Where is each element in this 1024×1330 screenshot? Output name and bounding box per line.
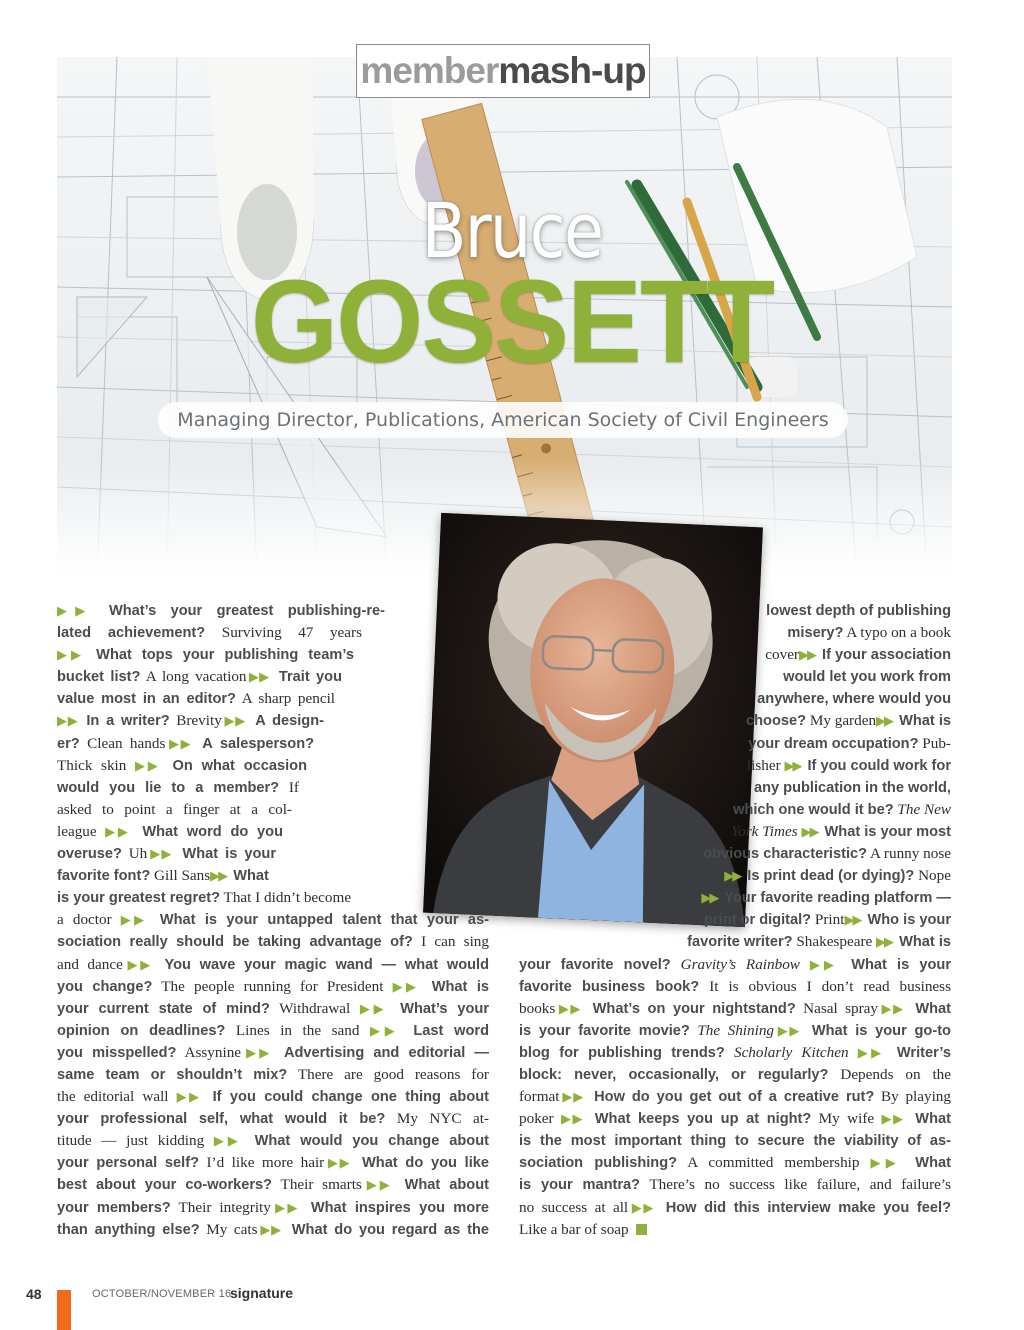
answer-text: A sharp pencil [235, 690, 336, 708]
question-text: What [229, 868, 269, 885]
folio-bar [57, 1290, 71, 1330]
double-arrow-icon: ▶▶ [555, 1001, 583, 1017]
text-line [57, 622, 362, 644]
section-label-dark: mash-up [498, 50, 646, 91]
text-line [729, 688, 951, 710]
text-line [57, 644, 354, 666]
double-arrow-icon: ▶▶ [876, 935, 893, 951]
question-text: What is your go-to [804, 1022, 951, 1039]
question-text: lated achievement? [57, 625, 206, 642]
answer-text: Depends on the [828, 1065, 951, 1083]
text-line [57, 600, 385, 622]
double-arrow-icon: ▶▶ [844, 913, 861, 929]
question-text: Last word [402, 1022, 490, 1039]
first-name: Bruce [421, 186, 603, 275]
text-line [519, 954, 951, 976]
text-line [663, 909, 951, 931]
double-arrow-icon: ▶▶ [628, 1200, 656, 1216]
double-arrow-icon: ▶▶ [801, 824, 818, 840]
question-text: your personal self? [57, 1155, 199, 1172]
answer-text: There’s no success like failure, and failure’s [640, 1176, 952, 1194]
article-column-right [519, 600, 951, 1241]
question-text: best about your co-workers? [57, 1177, 273, 1194]
question-text: you change? [57, 978, 153, 995]
text-line [519, 1108, 951, 1130]
double-arrow-icon: ▶▶ [210, 869, 227, 885]
answer-text: format [519, 1088, 560, 1106]
question-text: any publication in the world, [753, 779, 951, 796]
text-line [519, 998, 951, 1020]
double-arrow-icon: ▶▶ [105, 824, 131, 840]
double-arrow-icon: ▶▶ [147, 847, 173, 863]
double-arrow-icon: ▶▶ [701, 891, 718, 907]
question-text: How did this interview make you feel? [658, 1199, 951, 1216]
double-arrow-icon: ▶▶ [213, 1134, 242, 1150]
answer-text: Shakespeare [792, 933, 877, 951]
text-line [57, 1130, 489, 1152]
question-text: print or digital? [704, 912, 812, 929]
answer-text: the editorial wall [57, 1088, 177, 1106]
answer-text: Assynine [176, 1043, 242, 1061]
double-arrow-icon: ▶▶ [221, 714, 247, 730]
double-arrow-icon: ▶▶ [809, 957, 839, 973]
question-text: Trait you [272, 669, 343, 686]
double-arrow-icon: ▶▶ [392, 979, 420, 995]
answer-text: Thick skin [57, 756, 135, 774]
answer-text: Their integrity [170, 1198, 271, 1216]
text-line [683, 843, 951, 865]
double-arrow-icon: ▶▶ [57, 714, 84, 730]
question-text: block: never, occasionally, or regularly? [519, 1066, 829, 1083]
answer-italic-text: Gravity’s Rainbow [670, 955, 810, 973]
double-arrow-icon: ▶▶ [877, 1001, 905, 1017]
answer-italic-text: York Times [731, 822, 802, 840]
answer-text: I can sing [412, 933, 489, 951]
end-square-icon [636, 1224, 647, 1235]
question-text: What is [895, 713, 951, 730]
question-text: What [907, 1000, 951, 1017]
text-line [703, 777, 951, 799]
question-text: What would you change about [244, 1133, 489, 1150]
text-line [519, 1020, 951, 1042]
double-arrow-icon: ▶▶ [870, 1156, 902, 1172]
question-text: would you lie to a member? [57, 779, 280, 796]
question-text: opinion on deadlines? [57, 1022, 226, 1039]
question-text: Writer’s [887, 1044, 951, 1061]
double-arrow-icon: ▶▶ [134, 758, 161, 774]
text-line [709, 755, 951, 777]
question-text: A salesperson? [195, 735, 315, 752]
text-line [57, 1197, 489, 1219]
question-text: What word do you [133, 823, 283, 840]
text-line [519, 1197, 951, 1219]
answer-text: A long vacation [140, 668, 247, 686]
text-line [519, 1152, 951, 1174]
double-arrow-icon: ▶▶ [724, 869, 741, 885]
question-text: Advertising and editorial — [275, 1044, 489, 1061]
question-text: same team or shouldn’t mix? [57, 1066, 288, 1083]
answer-text: Gill Sans [150, 867, 211, 885]
double-arrow-icon: ▶▶ [881, 1112, 905, 1128]
question-text: What is your [175, 846, 277, 863]
question-text: Who is your [863, 912, 951, 929]
text-line [749, 600, 951, 622]
question-text: Is print dead (or dying)? [743, 868, 915, 885]
question-text: What about [395, 1177, 489, 1194]
text-line [57, 1086, 489, 1108]
answer-text: poker [519, 1110, 561, 1128]
question-text: which one would it be? [733, 801, 894, 818]
text-line [57, 1219, 489, 1241]
question-text: is the most important thing to secure the viability of as- [519, 1133, 951, 1150]
answer-text: lisher [746, 756, 785, 774]
text-line [57, 733, 314, 755]
text-line [697, 799, 951, 821]
answer-text: My wife [811, 1110, 882, 1128]
question-text: sociation really should be taking advantage of? [57, 934, 413, 951]
job-title: Managing Director, Publications, American Society of Civil Engineers [158, 402, 848, 438]
text-line [57, 799, 292, 821]
question-text: than anything else? [57, 1221, 200, 1238]
text-line [57, 777, 299, 799]
question-text: is your favorite movie? [519, 1022, 690, 1039]
double-arrow-icon: ▶▶ [560, 1112, 585, 1128]
question-text: What’s your [390, 1000, 489, 1017]
answer-text: Their smarts [272, 1176, 362, 1194]
answer-text: asked to point a finger at a col- [57, 800, 292, 818]
answer-text: That I didn’t become [220, 889, 352, 907]
question-text: blog for publishing trends? [519, 1044, 725, 1061]
question-text: bucket list? [57, 669, 141, 686]
answer-text: books [519, 999, 556, 1017]
double-arrow-icon: ▶▶ [774, 1023, 802, 1039]
question-text: What keeps you up at night? [587, 1111, 812, 1128]
text-line [669, 887, 951, 909]
text-line [749, 622, 951, 644]
question-text: What is [895, 934, 951, 951]
double-arrow-icon: ▶▶ [57, 604, 106, 619]
answer-text: Nope [914, 867, 951, 885]
text-line [57, 843, 276, 865]
double-arrow-icon: ▶▶ [241, 1045, 273, 1061]
double-arrow-icon: ▶▶ [324, 1156, 352, 1172]
answer-italic-text: The New [893, 800, 951, 818]
section-label-light: member [360, 50, 499, 91]
question-text: What’s your greatest publishing-re- [108, 603, 385, 619]
answer-text: If [279, 778, 299, 796]
question-text: you misspelled? [57, 1044, 177, 1061]
text-line [676, 865, 951, 887]
answer-italic-text: The Shining [689, 1021, 775, 1039]
answer-text: A committed membership [677, 1154, 871, 1172]
answer-text: Withdrawal [269, 999, 360, 1017]
last-name: GOSSETT [250, 256, 774, 388]
double-arrow-icon: ▶▶ [270, 1200, 300, 1216]
text-line [519, 1174, 951, 1196]
text-line [57, 1064, 489, 1086]
text-line [57, 998, 489, 1020]
text-line [57, 666, 342, 688]
question-text: What’s on your nightstand? [585, 1000, 796, 1017]
double-arrow-icon: ▶▶ [176, 1090, 202, 1106]
question-text: favorite writer? [687, 934, 793, 951]
double-arrow-icon: ▶▶ [120, 913, 148, 929]
page-number: 48 [26, 1286, 42, 1302]
answer-text: It is obvious I don’t read business [699, 977, 951, 995]
text-line [741, 644, 951, 666]
question-text: er? [57, 735, 80, 752]
question-text: In a writer? [86, 713, 170, 730]
double-arrow-icon: ▶▶ [876, 714, 893, 730]
text-line [519, 1086, 951, 1108]
question-text: What do you like [354, 1155, 489, 1172]
text-line [722, 710, 951, 732]
text-line [519, 976, 951, 998]
answer-text: A typo on a book [843, 624, 951, 642]
double-arrow-icon: ▶▶ [246, 670, 270, 686]
answer-text: Nasal spray [795, 999, 878, 1017]
text-line [736, 666, 951, 688]
question-text: obvious characteristic? [703, 846, 868, 863]
answer-italic-text: Scholarly Kitchen [724, 1043, 858, 1061]
answer-text: There are good reasons for [287, 1065, 489, 1083]
question-text: What [904, 1155, 951, 1172]
question-text: is your greatest regret? [57, 890, 221, 907]
question-text: How do you get out of a creative rut? [587, 1089, 875, 1106]
double-arrow-icon: ▶▶ [165, 736, 193, 752]
question-text: What do you regard as the [284, 1221, 490, 1238]
text-line [57, 1174, 489, 1196]
answer-text: Clean hands [79, 734, 166, 752]
question-text: If you could change one thing about [204, 1089, 490, 1106]
text-line [57, 755, 307, 777]
question-text: What is your most [820, 823, 951, 840]
answer-text: no success at all [519, 1198, 629, 1216]
text-line [519, 1064, 951, 1086]
double-arrow-icon: ▶▶ [359, 1001, 388, 1017]
question-text: would let you work from [783, 669, 951, 686]
question-text: your dream occupation? [748, 735, 919, 752]
answer-text: and dance [57, 955, 123, 973]
double-arrow-icon: ▶▶ [799, 648, 815, 664]
question-text: If your association [818, 647, 951, 664]
answer-text: Brevity [169, 712, 222, 730]
double-arrow-icon: ▶▶ [257, 1222, 282, 1238]
text-line [57, 976, 489, 998]
question-text: What is your untapped talent that your as- [150, 912, 490, 929]
answer-text: Like a bar of soap [519, 1220, 633, 1238]
double-arrow-icon: ▶▶ [857, 1045, 885, 1061]
text-line [57, 1020, 489, 1042]
issue-date: OCTOBER/NOVEMBER 16 [92, 1288, 232, 1300]
question-text: choose? [746, 713, 807, 730]
question-text: sociation publishing? [519, 1155, 678, 1172]
question-text: favorite font? [57, 868, 151, 885]
question-text: value most in an editor? [57, 691, 236, 708]
text-line [57, 954, 489, 976]
answer-text: league [57, 822, 106, 840]
question-text: overuse? [57, 846, 122, 863]
question-text: anywhere, where would you [757, 691, 951, 708]
question-text: What tops your publishing team’s [96, 647, 354, 664]
answer-text: a doctor [57, 911, 121, 929]
double-arrow-icon: ▶▶ [361, 1178, 393, 1194]
magazine-name: signature [230, 1285, 294, 1301]
answer-text: My cats [199, 1220, 258, 1238]
text-line [57, 865, 294, 887]
question-text: You wave your magic wand — what would [155, 956, 490, 973]
double-arrow-icon: ▶▶ [122, 957, 153, 973]
question-text: your favorite novel? [519, 956, 671, 973]
answer-text: Uh [121, 845, 148, 863]
text-line [57, 1108, 489, 1130]
answer-text: I’d like more hair [199, 1154, 325, 1172]
question-text: is your mantra? [519, 1177, 641, 1194]
question-text: What is your [841, 956, 951, 973]
text-line [691, 821, 951, 843]
text-line [649, 931, 951, 953]
answer-text: My garden [806, 712, 877, 730]
question-text: misery? [787, 625, 844, 642]
answer-text: Surviving 47 years [205, 624, 362, 642]
double-arrow-icon: ▶▶ [784, 758, 801, 774]
text-line [57, 1152, 489, 1174]
text-line [57, 887, 489, 909]
question-text: your members? [57, 1199, 171, 1216]
text-line [57, 821, 283, 843]
question-text: Your favorite reading platform — [720, 890, 951, 907]
section-label [356, 44, 650, 98]
answer-text: cover [765, 646, 799, 664]
answer-text: My NYC at- [385, 1110, 489, 1128]
text-line [57, 688, 335, 710]
text-line [57, 931, 489, 953]
text-line [519, 1219, 951, 1241]
question-text: your professional self, what would it be? [57, 1111, 386, 1128]
article-column-left [57, 600, 489, 1241]
question-text: If you could work for [803, 757, 951, 774]
answer-text: Lines in the sand [225, 1021, 371, 1039]
text-line [57, 710, 324, 732]
answer-text: The people running for President [152, 977, 393, 995]
text-line [57, 909, 489, 931]
answer-text: By playing [874, 1088, 951, 1106]
question-text: What inspires you more [302, 1199, 489, 1216]
text-line [57, 1042, 489, 1064]
question-text: favorite business book? [519, 978, 700, 995]
question-text: On what occasion [163, 757, 308, 774]
question-text: A design- [249, 713, 324, 730]
question-text: your current state of mind? [57, 1000, 270, 1017]
answer-text: Pub- [918, 734, 951, 752]
double-arrow-icon: ▶▶ [559, 1090, 585, 1106]
double-arrow-icon: ▶▶ [370, 1023, 400, 1039]
text-line [519, 1130, 951, 1152]
answer-text: titude — just kidding [57, 1132, 214, 1150]
text-line [717, 733, 951, 755]
answer-text: A runny nose [867, 845, 951, 863]
answer-text: Print [811, 911, 845, 929]
question-text: lowest depth of publishing [766, 603, 951, 619]
question-text: What [907, 1111, 951, 1128]
text-line [519, 1042, 951, 1064]
question-text: What is [422, 978, 489, 995]
double-arrow-icon: ▶▶ [57, 648, 94, 664]
